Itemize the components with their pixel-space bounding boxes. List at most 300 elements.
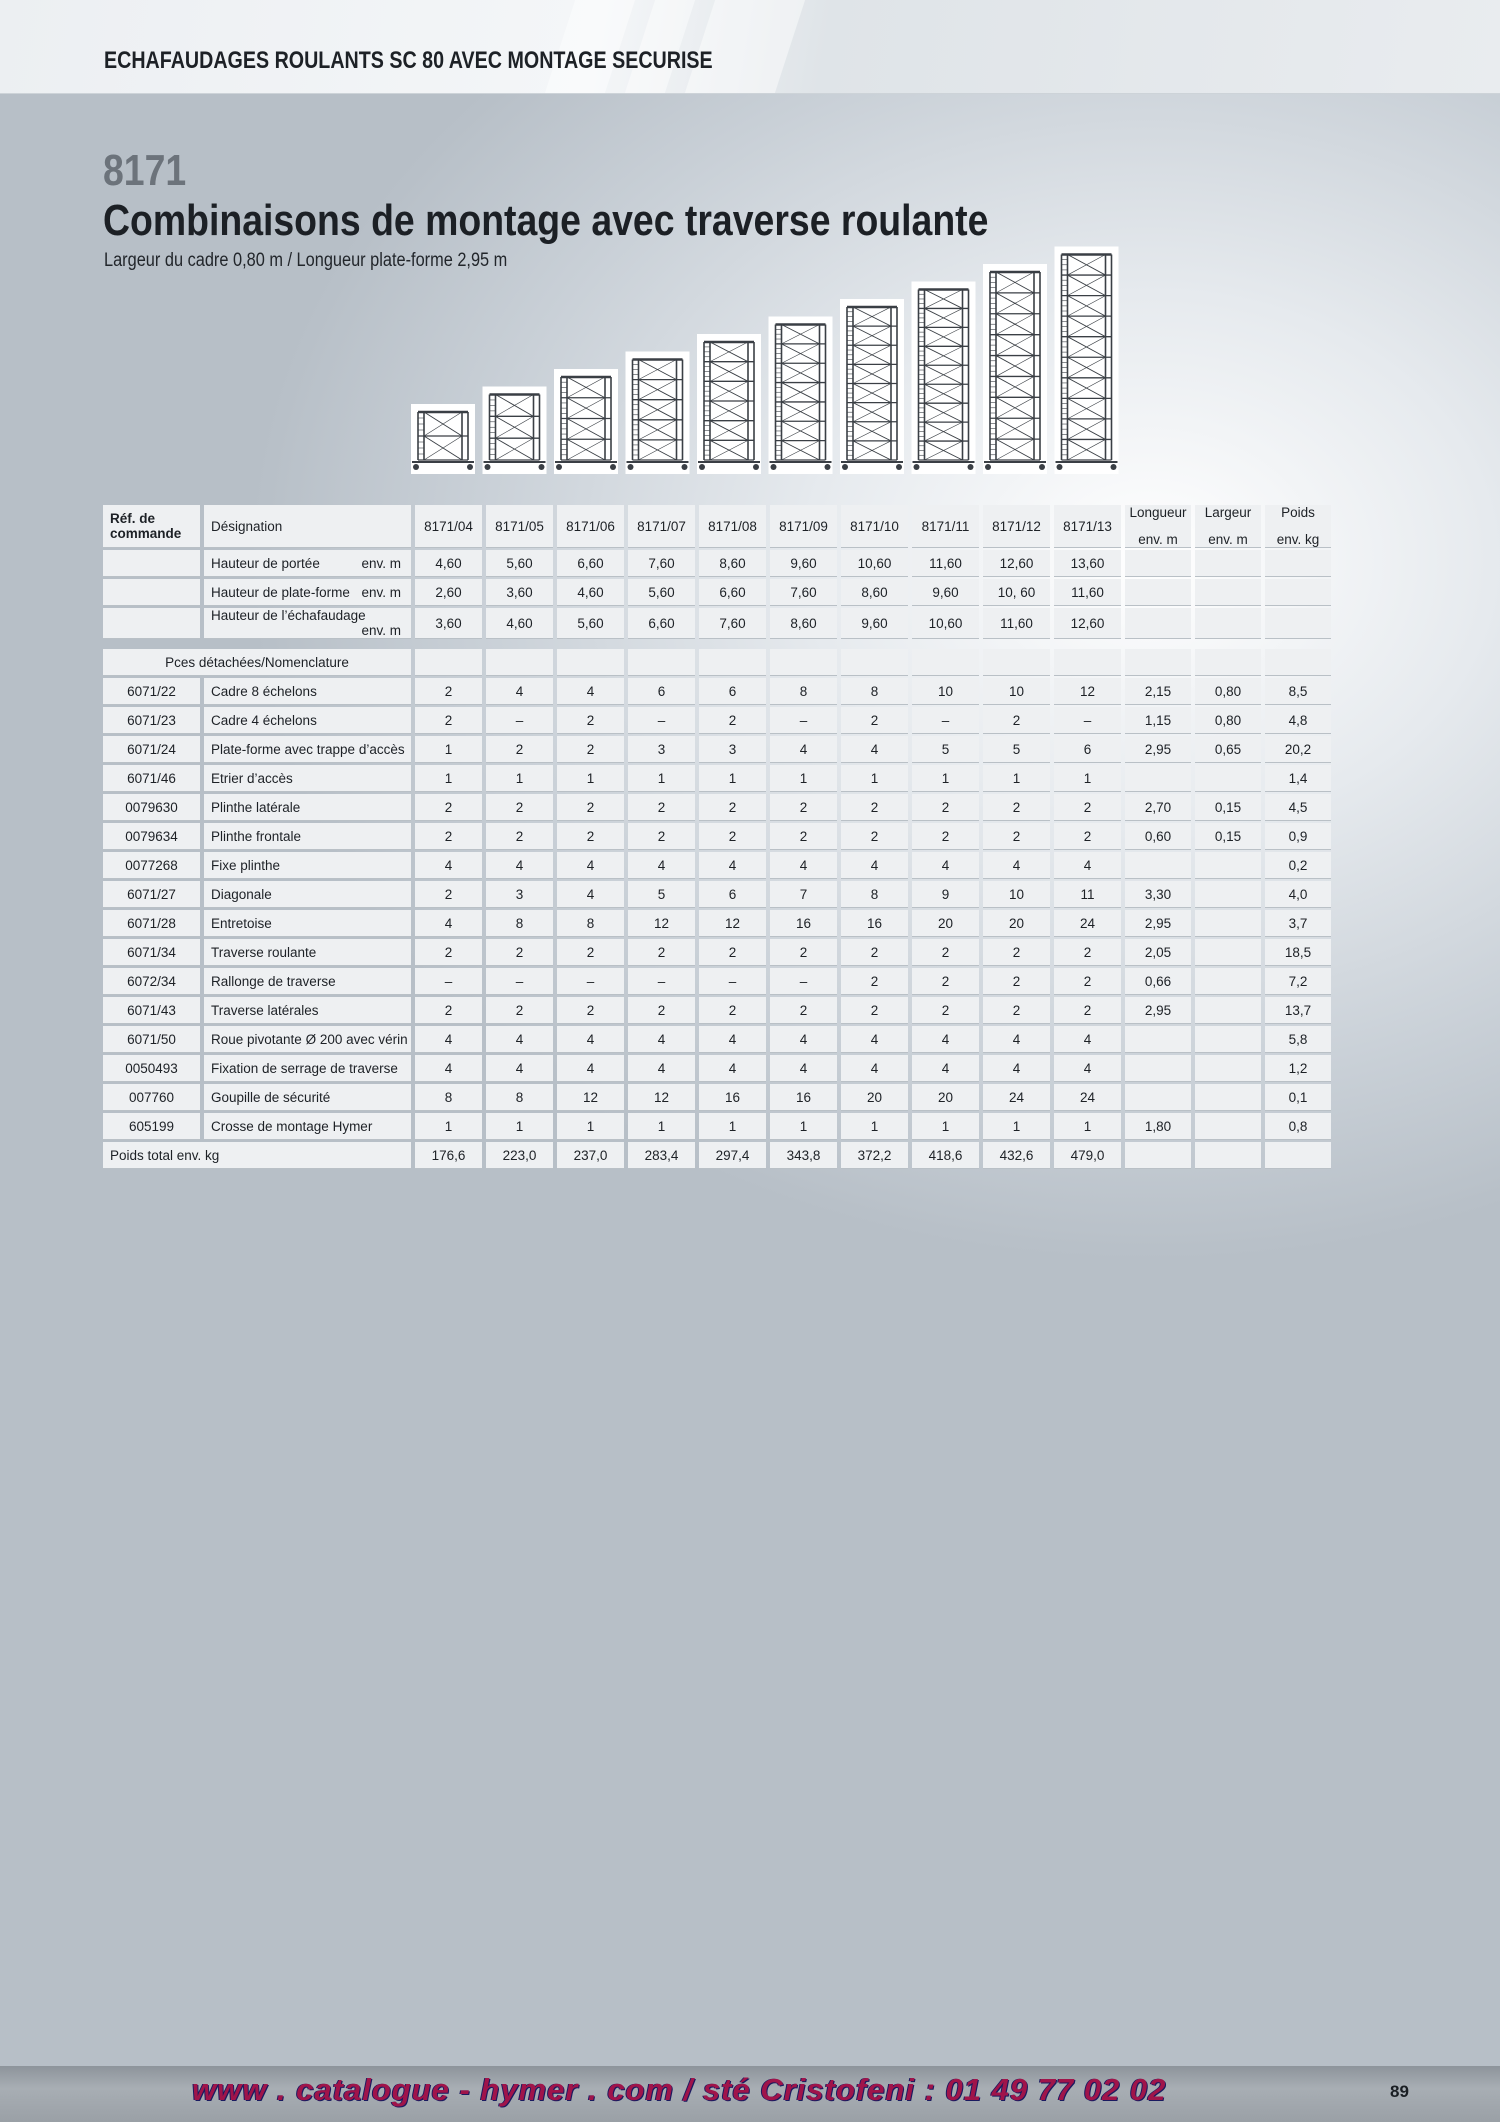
part-quantity: 2: [841, 794, 908, 821]
part-quantity: 2: [770, 939, 837, 966]
specification-table: [99, 503, 1335, 1171]
part-quantity: 4: [1054, 852, 1121, 879]
part-quantity: 2: [841, 968, 908, 995]
part-name: Roue pivotante Ø 200 avec vérin: [204, 1026, 411, 1053]
total-value: 223,0: [486, 1142, 553, 1169]
part-width: [1195, 1084, 1261, 1111]
part-length: 2,95: [1125, 736, 1191, 763]
column-header: 8171/04: [415, 505, 482, 548]
part-quantity: –: [557, 968, 624, 995]
part-ref: 0079630: [103, 794, 200, 821]
part-length: [1125, 1026, 1191, 1053]
part-quantity: 24: [983, 1084, 1050, 1111]
height-row: [103, 608, 1331, 639]
part-quantity: 4: [841, 1055, 908, 1082]
part-quantity: 3: [486, 881, 553, 908]
part-quantity: 2: [983, 823, 1050, 850]
part-quantity: 4: [699, 1026, 766, 1053]
part-quantity: 2: [628, 794, 695, 821]
blank-cell: [415, 649, 482, 676]
part-width: [1195, 881, 1261, 908]
part-weight: 3,7: [1265, 910, 1331, 937]
part-quantity: 2: [983, 997, 1050, 1024]
part-quantity: 2: [841, 939, 908, 966]
part-quantity: 4: [841, 1026, 908, 1053]
part-quantity: 2: [557, 997, 624, 1024]
part-quantity: 2: [415, 939, 482, 966]
part-quantity: 4: [699, 852, 766, 879]
part-ref: 6071/50: [103, 1026, 200, 1053]
part-quantity: 4: [983, 1055, 1050, 1082]
part-quantity: 2: [486, 823, 553, 850]
part-quantity: 1: [983, 1113, 1050, 1140]
table-row: [103, 881, 1331, 908]
footer-bar: [0, 2066, 1500, 2122]
height-value: 6,60: [628, 608, 695, 639]
scaffold-tower-icon: [840, 299, 904, 474]
part-weight: 5,8: [1265, 1026, 1331, 1053]
part-name: Entretoise: [204, 910, 411, 937]
part-quantity: 4: [841, 736, 908, 763]
part-name: Traverse roulante: [204, 939, 411, 966]
table-row: [103, 1055, 1331, 1082]
part-name: Fixation de serrage de traverse: [204, 1055, 411, 1082]
part-quantity: 2: [1054, 997, 1121, 1024]
part-quantity: 3: [699, 736, 766, 763]
column-header: 8171/09: [770, 505, 837, 548]
dimension-unit: env. m: [1208, 532, 1248, 547]
table-row: [103, 765, 1331, 792]
product-code: 8171: [103, 146, 187, 195]
part-quantity: –: [699, 968, 766, 995]
height-label-cell: [204, 608, 411, 639]
table-row: [103, 1113, 1331, 1140]
part-quantity: 1: [1054, 765, 1121, 792]
blank-cell: [1195, 649, 1261, 676]
table-row: [103, 823, 1331, 850]
designation-header: Désignation: [204, 505, 411, 548]
part-quantity: –: [486, 968, 553, 995]
part-quantity: 2: [557, 939, 624, 966]
column-header: 8171/10: [841, 505, 908, 548]
section-title: ECHAFAUDAGES ROULANTS SC 80 AVEC MONTAGE SECURISE: [104, 47, 713, 74]
part-quantity: –: [770, 707, 837, 734]
part-ref: 6071/24: [103, 736, 200, 763]
part-length: 2,05: [1125, 939, 1191, 966]
part-quantity: 2: [841, 997, 908, 1024]
part-quantity: 10: [983, 678, 1050, 705]
part-quantity: 7: [770, 881, 837, 908]
part-quantity: 5: [983, 736, 1050, 763]
table-row: [103, 1084, 1331, 1111]
part-quantity: –: [628, 968, 695, 995]
height-value: 12,60: [983, 550, 1050, 577]
part-quantity: 8: [841, 881, 908, 908]
part-quantity: 20: [983, 910, 1050, 937]
part-quantity: 3: [628, 736, 695, 763]
part-name: Rallonge de traverse: [204, 968, 411, 995]
part-quantity: 12: [557, 1084, 624, 1111]
part-quantity: 4: [415, 1026, 482, 1053]
blank-cell: [557, 649, 624, 676]
part-quantity: 2: [1054, 939, 1121, 966]
part-quantity: 2: [557, 823, 624, 850]
part-length: [1125, 1084, 1191, 1111]
height-value: 5,60: [486, 550, 553, 577]
part-width: [1195, 968, 1261, 995]
height-value: 5,60: [628, 579, 695, 606]
part-quantity: 2: [1054, 823, 1121, 850]
height-value: 9,60: [770, 550, 837, 577]
blank-cell: [912, 649, 979, 676]
part-quantity: 1: [770, 765, 837, 792]
part-quantity: 2: [628, 823, 695, 850]
part-width: [1195, 765, 1261, 792]
part-weight: 7,2: [1265, 968, 1331, 995]
dimension-header: [1265, 505, 1331, 548]
nomenclature-section-label: Pces détachées/Nomenclature: [103, 649, 411, 676]
part-quantity: 1: [557, 765, 624, 792]
part-length: 2,95: [1125, 997, 1191, 1024]
part-quantity: 2: [415, 707, 482, 734]
part-length: 0,66: [1125, 968, 1191, 995]
spacer-row: [103, 641, 1331, 647]
part-name: Diagonale: [204, 881, 411, 908]
part-quantity: 2: [841, 823, 908, 850]
part-quantity: –: [486, 707, 553, 734]
part-quantity: 4: [415, 910, 482, 937]
part-weight: 1,4: [1265, 765, 1331, 792]
part-quantity: 9: [912, 881, 979, 908]
scaffold-tower-icon: [1055, 247, 1119, 475]
height-value: 8,60: [841, 579, 908, 606]
height-value: 3,60: [486, 579, 553, 606]
part-quantity: 2: [415, 823, 482, 850]
part-quantity: 2: [1054, 968, 1121, 995]
part-quantity: 4: [770, 736, 837, 763]
part-quantity: 1: [770, 1113, 837, 1140]
part-quantity: 1: [699, 1113, 766, 1140]
table-row: [103, 1026, 1331, 1053]
blank-cell: [841, 649, 908, 676]
part-quantity: 4: [770, 852, 837, 879]
total-value: 176,6: [415, 1142, 482, 1169]
scaffold-illustrations: [0, 0, 1500, 480]
ref-cell-empty: [103, 550, 200, 577]
part-quantity: 4: [557, 852, 624, 879]
part-quantity: 2: [912, 968, 979, 995]
part-weight: 0,2: [1265, 852, 1331, 879]
height-value: 10, 60: [983, 579, 1050, 606]
part-name: Cadre 8 échelons: [204, 678, 411, 705]
part-quantity: 2: [1054, 794, 1121, 821]
part-length: 1,80: [1125, 1113, 1191, 1140]
part-quantity: 16: [770, 1084, 837, 1111]
height-value: 7,60: [699, 608, 766, 639]
part-quantity: 4: [628, 1026, 695, 1053]
dimension-label: Largeur: [1204, 505, 1252, 520]
height-unit: env. m: [361, 623, 401, 638]
blank-cell: [983, 649, 1050, 676]
ref-cell-empty: [103, 608, 200, 639]
table-row: [103, 707, 1331, 734]
part-width: [1195, 1055, 1261, 1082]
part-quantity: 24: [1054, 1084, 1121, 1111]
dimension-empty: [1265, 550, 1331, 577]
dimension-empty: [1195, 1142, 1261, 1169]
part-quantity: 4: [557, 881, 624, 908]
height-value: 9,60: [841, 608, 908, 639]
part-quantity: –: [415, 968, 482, 995]
part-length: 1,15: [1125, 707, 1191, 734]
table-row: [103, 852, 1331, 879]
part-quantity: 1: [841, 1113, 908, 1140]
part-width: 0,65: [1195, 736, 1261, 763]
part-name: Traverse latérales: [204, 997, 411, 1024]
height-value: 11,60: [1054, 579, 1121, 606]
part-length: [1125, 765, 1191, 792]
part-ref: 6071/46: [103, 765, 200, 792]
part-weight: 18,5: [1265, 939, 1331, 966]
part-quantity: 1: [486, 1113, 553, 1140]
column-header: 8171/12: [983, 505, 1050, 548]
column-header: 8171/08: [699, 505, 766, 548]
dimension-header: [1195, 505, 1261, 548]
part-width: 0,15: [1195, 794, 1261, 821]
dimension-unit: env. m: [1138, 532, 1178, 547]
total-row: [103, 1142, 1331, 1169]
column-header: 8171/07: [628, 505, 695, 548]
footer-contact: www . catalogue - hymer . com / sté Cristofeni : 01 49 77 02 02: [192, 2072, 1167, 2107]
part-ref: 6072/34: [103, 968, 200, 995]
part-quantity: 4: [415, 1055, 482, 1082]
part-quantity: 5: [628, 881, 695, 908]
part-quantity: 2: [770, 997, 837, 1024]
part-width: [1195, 1113, 1261, 1140]
part-quantity: 1: [1054, 1113, 1121, 1140]
height-value: 5,60: [557, 608, 624, 639]
total-value: 343,8: [770, 1142, 837, 1169]
part-quantity: 2: [699, 823, 766, 850]
height-value: 9,60: [912, 579, 979, 606]
part-quantity: 16: [699, 1084, 766, 1111]
part-weight: 4,8: [1265, 707, 1331, 734]
part-quantity: 2: [486, 997, 553, 1024]
dimension-empty: [1125, 1142, 1191, 1169]
part-quantity: –: [912, 707, 979, 734]
table-row: [103, 678, 1331, 705]
height-value: 11,60: [983, 608, 1050, 639]
scaffold-tower-icon: [912, 282, 976, 475]
part-quantity: 16: [770, 910, 837, 937]
part-quantity: 1: [912, 765, 979, 792]
part-quantity: 10: [983, 881, 1050, 908]
part-quantity: 4: [628, 852, 695, 879]
dimension-empty: [1125, 550, 1191, 577]
part-length: [1125, 852, 1191, 879]
part-quantity: 6: [699, 678, 766, 705]
part-quantity: 1: [557, 1113, 624, 1140]
part-quantity: 2: [699, 794, 766, 821]
spacer-cell: [103, 641, 1331, 647]
dimension-label: Poids: [1281, 505, 1315, 520]
part-width: 0,15: [1195, 823, 1261, 850]
part-length: 0,60: [1125, 823, 1191, 850]
part-quantity: 8: [415, 1084, 482, 1111]
table-row: [103, 736, 1331, 763]
part-weight: 0,1: [1265, 1084, 1331, 1111]
part-quantity: 12: [628, 1084, 695, 1111]
part-quantity: 1: [415, 736, 482, 763]
height-value: 8,60: [699, 550, 766, 577]
part-quantity: –: [628, 707, 695, 734]
part-weight: 20,2: [1265, 736, 1331, 763]
total-label: Poids total env. kg: [103, 1142, 411, 1169]
part-quantity: 2: [628, 939, 695, 966]
part-quantity: 2: [557, 736, 624, 763]
part-quantity: 2: [770, 794, 837, 821]
part-weight: 1,2: [1265, 1055, 1331, 1082]
height-value: 13,60: [1054, 550, 1121, 577]
part-ref: 0077268: [103, 852, 200, 879]
height-value: 2,60: [415, 579, 482, 606]
height-value: 4,60: [415, 550, 482, 577]
part-quantity: 4: [770, 1055, 837, 1082]
part-quantity: 4: [628, 1055, 695, 1082]
part-quantity: –: [1054, 707, 1121, 734]
part-ref: 6071/27: [103, 881, 200, 908]
blank-cell: [1265, 649, 1331, 676]
part-quantity: 20: [912, 910, 979, 937]
table-row: [103, 794, 1331, 821]
height-label: Hauteur de plate-forme: [211, 584, 350, 600]
height-value: 11,60: [912, 550, 979, 577]
part-quantity: 10: [912, 678, 979, 705]
part-quantity: 2: [486, 736, 553, 763]
page-number: 89: [1390, 2082, 1409, 2101]
ref-cell-empty: [103, 579, 200, 606]
part-quantity: 1: [415, 1113, 482, 1140]
part-quantity: 6: [699, 881, 766, 908]
height-unit: env. m: [361, 555, 401, 571]
height-value: 7,60: [770, 579, 837, 606]
part-quantity: 2: [912, 823, 979, 850]
total-value: 283,4: [628, 1142, 695, 1169]
part-name: Etrier d’accès: [204, 765, 411, 792]
total-value: 237,0: [557, 1142, 624, 1169]
part-weight: 0,9: [1265, 823, 1331, 850]
part-quantity: 2: [983, 707, 1050, 734]
part-width: [1195, 997, 1261, 1024]
part-quantity: 12: [699, 910, 766, 937]
scaffold-tower-icon: [483, 387, 547, 475]
part-quantity: 4: [1054, 1026, 1121, 1053]
part-ref: 007760: [103, 1084, 200, 1111]
part-quantity: 6: [1054, 736, 1121, 763]
scaffold-tower-icon: [983, 264, 1047, 474]
total-value: 372,2: [841, 1142, 908, 1169]
part-quantity: 2: [841, 707, 908, 734]
dimension-label: Longueur: [1129, 505, 1187, 520]
column-header: 8171/05: [486, 505, 553, 548]
part-weight: 4,0: [1265, 881, 1331, 908]
part-ref: 6071/23: [103, 707, 200, 734]
blank-cell: [1125, 649, 1191, 676]
part-quantity: 1: [415, 765, 482, 792]
part-quantity: 8: [486, 910, 553, 937]
part-quantity: 2: [415, 678, 482, 705]
part-quantity: 8: [841, 678, 908, 705]
part-quantity: 4: [912, 1055, 979, 1082]
column-header: 8171/06: [557, 505, 624, 548]
page-subtitle: Largeur du cadre 0,80 m / Longueur plate-forme 2,95 m: [104, 250, 508, 271]
part-width: 0,80: [1195, 707, 1261, 734]
part-quantity: 4: [770, 1026, 837, 1053]
part-name: Plinthe frontale: [204, 823, 411, 850]
column-header: 8171/11: [912, 505, 979, 548]
part-quantity: 1: [699, 765, 766, 792]
dimension-unit: env. kg: [1276, 532, 1320, 547]
part-quantity: 4: [1054, 1055, 1121, 1082]
part-width: [1195, 910, 1261, 937]
part-quantity: 1: [628, 1113, 695, 1140]
dimension-empty: [1195, 579, 1261, 606]
table-header-row: [103, 505, 1331, 548]
part-quantity: 2: [699, 707, 766, 734]
height-value: 7,60: [628, 550, 695, 577]
height-value: 6,60: [699, 579, 766, 606]
part-name: Plinthe latérale: [204, 794, 411, 821]
blank-cell: [699, 649, 766, 676]
height-label-cell: [204, 550, 411, 577]
part-ref: 0050493: [103, 1055, 200, 1082]
part-name: Fixe plinthe: [204, 852, 411, 879]
part-quantity: 2: [415, 997, 482, 1024]
part-width: 0,80: [1195, 678, 1261, 705]
part-quantity: 4: [912, 852, 979, 879]
table-row: [103, 910, 1331, 937]
part-quantity: 2: [699, 939, 766, 966]
part-quantity: –: [770, 968, 837, 995]
height-value: 4,60: [486, 608, 553, 639]
section-row: [103, 649, 1331, 676]
part-quantity: 8: [770, 678, 837, 705]
part-ref: 6071/22: [103, 678, 200, 705]
blank-cell: [486, 649, 553, 676]
ref-header: Réf. de commande: [103, 505, 200, 548]
height-label: Hauteur de portée: [211, 555, 320, 571]
part-quantity: 11: [1054, 881, 1121, 908]
part-quantity: 5: [912, 736, 979, 763]
height-value: 3,60: [415, 608, 482, 639]
part-quantity: 4: [912, 1026, 979, 1053]
blank-cell: [770, 649, 837, 676]
part-name: Crosse de montage Hymer: [204, 1113, 411, 1140]
part-quantity: 24: [1054, 910, 1121, 937]
part-quantity: 8: [557, 910, 624, 937]
part-quantity: 4: [486, 1026, 553, 1053]
part-quantity: 1: [486, 765, 553, 792]
part-quantity: 2: [770, 823, 837, 850]
table-row: [103, 939, 1331, 966]
dimension-empty: [1125, 608, 1191, 639]
part-quantity: 2: [912, 939, 979, 966]
part-quantity: 2: [912, 794, 979, 821]
part-quantity: 4: [699, 1055, 766, 1082]
part-length: [1125, 1055, 1191, 1082]
part-quantity: 2: [557, 707, 624, 734]
part-ref: 0079634: [103, 823, 200, 850]
